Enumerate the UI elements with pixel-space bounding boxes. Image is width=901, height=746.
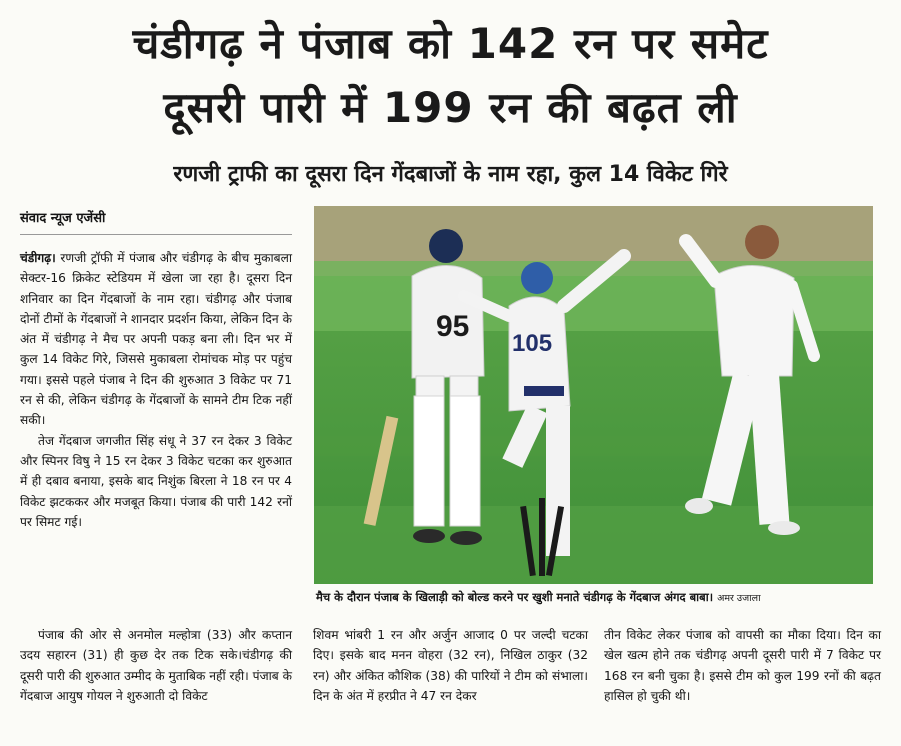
article-column-2 [313,625,588,706]
article-paragraph-4: शिवम भांबरी 1 रन और अर्जुन आजाद 0 पर जल्दी चटका दिए। इसके बाद मनन वोहरा (32 रन), निखिल ठाकुर (32 रन) और अंकित कौशिक (38) की पारियों ने टीम को संभाला। दिन के अंत में हरप्रीत ने 47 रन देकर [313,628,588,703]
article-column-3 [604,625,881,706]
byline: संवाद न्यूज एजेंसी [20,211,106,226]
jersey-number-95: 95 [436,310,470,343]
photo-credit: अमर उजाला [717,593,761,604]
paragraph-1-text: रणजी ट्रॉफी में पंजाब और चंडीगढ़ के बीच मुकाबला सेक्टर-16 क्रिकेट स्टेडियम में खेला जा रहा है। दूसरा दिन शनिवार का दिन गेंदबाजों के नाम रहा। चंडीगढ़ और पंजाब दोनों टीमों के गेंदबाजों ने शानदार प्रदर्शन किया, लेकिन दिन के अंत में चंडीगढ़ ने मैच पर अपनी पकड़ बना ली। दिन भर में कुल 14 विकेट गिरे, जिससे मुकाबला रोमांचक मोड़ पर पहुंच गया। इससे पहले पंजाब ने दिन की शुरुआत 3 विकेट पर 71 रन से की, लेकिन चंडीगढ़ के गेंदबाजों के सामने टीम टिक नहीं सकी। [20,251,292,428]
caption-text: मैच के दौरान पंजाब के खिलाड़ी को बोल्ड करने पर खुशी मनाते चंडीगढ़ के गेंदबाज अंगद बाबा। [316,590,714,604]
subheadline: रणजी ट्राफी का दूसरा दिन गेंदबाजों के नाम रहा, कुल 14 विकेट गिरे [173,162,728,187]
article-paragraph-5: तीन विकेट लेकर पंजाब को वापसी का मौका दिया। दिन का खेल खत्म होने तक चंडीगढ़ अपनी दूसरी पारी में 7 विकेट पर 168 रन बनी चुका है। इससे टीम को कुल 199 रनों की बढ़त हासिल हो चुकी थी। [604,628,881,703]
article-paragraph-2: तेज गेंदबाज जगजीत सिंह संधू ने 37 रन देकर 3 विकेट और स्पिनर विषु ने 15 रन देकर 3 विकेट चटका कर शुरुआत में ही दबाव बनाया, इसके बाद निशुंक बिरला ने 18 रन पर 4 विकेट झटककर और मजबूत किया। पंजाब की पारी 142 रनों पर सिमट गई। [20,433,292,529]
article-column-1-bottom [20,625,292,706]
headline-line-2: दूसरी पारी में 199 रन की बढ़त ली [163,83,738,132]
article-paragraph-1 [20,248,292,431]
byline-rule [20,234,292,235]
jersey-number-105: 105 [512,330,553,357]
article-paragraph-3: पंजाब की ओर से अनमोल मल्होत्रा (33) और कप्तान उदय सहारन (31) ही कुछ देर तक टिक सके।चंडीगढ़ की दूसरी पारी की शुरुआत उम्मीद के मुताबिक नहीं रही। पंजाब के गेंदबाज आयुष गोयल ने शुरुआती दो विकेट [20,628,292,703]
dateline: चंडीगढ़। [20,251,56,265]
headline-line-1: चंडीगढ़ ने पंजाब को 142 रन पर समेट [132,19,769,68]
match-photo [314,206,873,584]
photo-caption [316,590,876,605]
article-column-1 [20,248,292,532]
cricket-celebration-illustration [314,206,873,584]
